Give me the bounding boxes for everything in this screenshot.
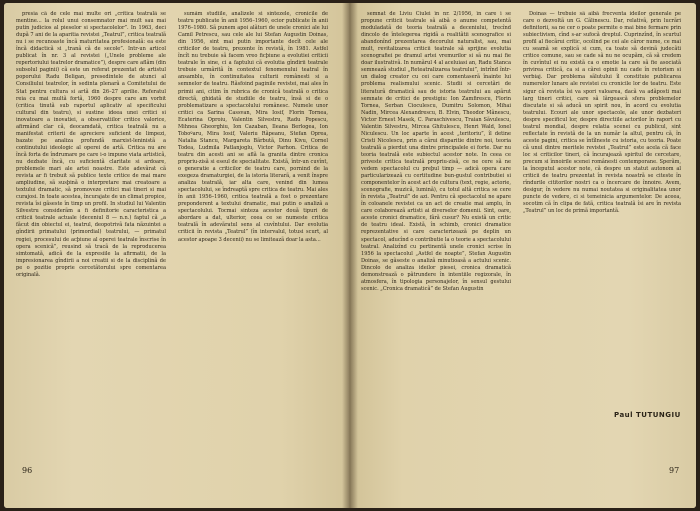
author-signature: Paul TUTUNGIU [614, 411, 681, 419]
right-page-number: 97 [669, 466, 680, 475]
book-spread [4, 3, 696, 508]
left-page [4, 3, 349, 508]
book-gutter [342, 3, 358, 508]
right-column-1-text: semnat de Liviu Ciulei în nr. 2/1956, în care i se propune criticii teatrale sã aibã o anume competentã moduladatã de teoria teatralã a deceniului, trecînd dincolo de întelegerea rigidã a realitãtii scenografice si abandonînd prezentarea decorului naturalist, sau, mai mult, revitalizarea criticii teatrale sã sprijine evolutia scenografiei pe dramul artei vremurilor si sã nu mai fie doar ilustrativã. In numãrul 4 al aceluiasi an, Radu Stanca semneazã studiul „Reteatralizarea teatrului”, intrînd într-un dialog creator cu cei care comentaserã înainte lui problema realismului scenic. Studii si cercetãri de literaturã dramaticã sau de istoria teatrului au apãrut semnate de critici de prestigiu: Ion Zamfirescu, Florin Tornea, Serban Cioculescu, Dumitru Solomon, Mihai Nadin, Mircea Alexandrescu, B. Elvin, Theodor Mãnescu, Victor Ernest Masek, C. Paraschivescu, Traian Sãvulescu, Valentin Silvestru, Mircea Ghitulescu, Henri Wald, Ionel Niculescu. Un loc aparte în acest „teritoriu”, îl detine Cristi Nicolescu, prin a cãrui disparitie dintre noi, teoria teatralã a pierdut una dintre principalele ei forte. Dar nu teoria teatralã este subiectul acestor note. In ceea ce priveste critica teatralã propriu-zisã, ce ne cere sã ne vedem spectacolul cu preþul timp — adicã opera care particularizeazã cu certitudine bun-gustul contributiei si componentelor în acest act de cultura (text, regie, actorie, scenografie, muzicã, luminã), cu totul altã critica se cere în revista „Teatrul” de azi. Pentru cã spectacolul ne apare în coloanele revistei ca un act de creatie mai amplu, în care colaboreazã artisti ai diverselor domenii. Sint, oare, aceste cronici dramatice, fãrã cusur? Nu existã un critic de teatru ideal. Existã, în schimb, cronici dramatice reprezentative si care caracterizeazã pe deplin un spectacol, aducînd o contributie la o teorie a spectacolului teatral. Analizînd cu pertinentã unele cronici scrise în 1956 la spectacolul „Astfel de noapte”, Stefan Augustin Doinas, se gãseste o analizã minutioasã a actului scenic. Dincolo de analiza ideilor piesei, cronica dramaticã demonstreazã o pãtrundere în intentiile regizorale, în atmosfera, în tipologia personajelor, în sensul gestului scenic. „Cronica dramaticã” de Stefan Augustin [361, 11, 511, 292]
left-page-column-2 [178, 11, 328, 431]
right-column-2-text: Doinas — trebuie sã aibã frecventa ideilor generale pe care o dezvoltã un G. Cãlinescu. Dar, relativã, prin lucrãri definitorii, sa ne cer o poate permite o mai bine fermare prin subiectivism, cînd s-ar sufocã dreptul. Cuprinzînd, în scurtul profil al fiecãrui critic, ocolind pe cei ale cãror nume, ce mai cu seamã se explicã si cum, ca toate sã devinã judecãti critice comune, sau se cade sã nu ne ocupãm, cã sã credem în cuvîntul ei nu existã ca o emotie la care sã fie asociatã privirea criticã, ca si a cãrei opinii nu cade în retorism si verbiaj. Dar problema sãlutului îl constituie publicarea numerelor lunare ale revistei cu cronicile lor de teatru. Este sigur cã revista îsi va spori valoarea, dacã va adãposti mai larg tineri critici, care sã lãrgeascã sfera problemelor discutate si sã aducã un spirit nou, în acord cu evolutia teatrului. Ecouri ale unor spectacole, ale unor dezbateri despre specificul lor, despre directiile actorilor în raport cu teatrul mondial, despre relatia scenei cu publicul, sint reflectate în revistã de la un numãr la altul, pentru cã, în aceste pagini, critica se întîlneste cu istoria, cu teoria. Poate cã unul dintre meritele revistei „Teatrul” este acela cã face loc si criticilor tineri, cã încurajeazã spiritul de cercetare, precum si înnoirile scenei românesti contemporane. Sperãm, la începutul acestor note, cã despre un statut autonom al criticii de teatru prezentat în revista noastrã se citeste în rîndurile cititorilor nostri ca o încercare de înnoire. Avem, desigur, în vedere nu numai noutatea si originalitatea unor puncte de vedere, ci si temeinicia argumentelor. De aceea, socotim cã în clipa de fatã, critica teatralã îsi are în revista „Teatrul” un loc de primã importantã. [523, 11, 681, 215]
left-column-1-text: presia cã de cele mai multe ori „critica teatralã se mentine... la rolul unui consemnator mai mult sau mai putin judicios al pieselor si spectacolelor”. In 1963, deci dupã 7 ani de la aparitia revistei „Teatrul”, critica teatralã nu i se recunoaste încã maturitatea profesionalã: ea este încã didacticã si „tranã cã de secole”. Intr-un articol publicat în nr. 3 al revistei („Unele probleme ale repertoriului teatrelor dramatice”), despre care aflãm (din subsolul paginii) cã este un referat prezentat de artistul poporului Radu Beligan, presedintele de atunci al Consiliului teatrelor, în sedinta plenarã a Comitetului de Stat pentru cultura si artã din 26–27 aprilie. Referatul reia cu mai multã fortã, 1960 despre care am vorbit (critica tinutã sub raportul aplicativ al specificului cultural din teatru), si sustine ideea unei critici si inovatoare a inovatiei, a observatiilor critice valorice, afirmând clar cã, deocamdatã, critica teatralã nu a manifestat criterii de apreciere suficient de limpezi, bazate pe analiza profundã marxist-leninistã a continutului ideologic al operei de artã. Critica nu are încã forta de îndrumare pe care i-o impune viata artisticã, nu dezbate încã, cu suficientã claritate si ardoare, problemele mari ale artei noastre. Este adevãrat cã revista ar fi trebuit sã publice texte critice de mai mare ampliudine, sã susþinã o interpretare mai creatoare a textului dramatic, sã promoveze critici mai tineri si mai curajosi. In toate acestea, încurajate de un climat propice, revista îsi gãseste în timp un profil. In studiul lui Valentin Silvestru considerãm a fi definitorie caracteristica a criticii teatrale actuale (deceniul 8 — n.n.) faptul cã „a fãcut din obiectul ei, teatrul, deopotrivã fata nãzuintei a gîndirii primatului (primordial) teatrului, — primatul regiei, procesului de acþiune al operei teatrale înscrise în opera scenicã”, reusind sã tracã de la reproducerea simtomatã, adicã de la expresiile la afirmatii, de la impresionarea gîndirii a noi creatii si de la disciplinã de pe o pozitie proprie cercetãtorului spre comentarea originalã. [16, 11, 166, 278]
left-page-column-1 [16, 11, 166, 431]
left-column-2-text: sumãm studiile, analizele si sintezele, cronicile de teatru publicate în anii 1956–1960, ecior publicate în anii 1976–1980. Sã punem apoi alãturi de unele cronici ale lui Camil Petrescu, sau cele ale lui Stefan Augustin Doinas, din 1956, sint mai putin importante decît cele ale criticilor de teatru, prezente în revistã, în 1981. Astfel încît nu trebuie sã facem vreo ficþiune a evolutiei criticii teatrale în sine, ci a faptului cã evolutia gîndirii teatrale trebuie urmãritã în contextul fenomenului teatral în ansamblu, în continuitatea culturii românesti si a semnelor de teatru. Rãsfoind paginile revistei, mai ales în primii ani, citim în rubrica de cronicã teatralã o critica directã, ghidatã de studiile de teatru, însã si de o problematizare a spectacolului românesc. Numele unor critici ca Sarina Cassvan, Mira Iosif, Florin Tornea, Ecaterina Oproiu, Valentin Silvestru, Radu Popescu, Mihnea Gheorghiu, Ion Cazaban, Ileana Berlogea, Ion Toboºaru, Mira Iosif, Valeriu Rãpeanu, Stefan Oprea, Natalia Stancu, Margareta Bãrbutã, Dinu Kivu, Cornel Todea, Ludmila Patlanjoglu, Victor Parhon. Critica de teatru din acesti ani se aflã la granita dintre cronica propriu-zisã si eseul de specialitate. Existã, într-un cuvînt, o generatie a criticilor de teatru care, pornind de la exegeza dramaturgiei, de la istoria literarã, a venit înspre analiza teatralã, iar alta care, venind din lumea spectacolului, se îndreaptã spre critica de teatru. Mai ales în anii 1956–1960, critica teatralã a fost o prezentare preponderent a textului dramatic, mai putin o analizã a spectacolului. Tocmai sinteza acestor douã tipuri de abordare a dat, ulterior, ceea ce se numeste critica teatralã în adevãratul sens al cuvîntului. Dar evolutia criticii în revista „Teatrul” (în intervalul, totusi scurt, al acestor apoape 3 decenii) nu se limiteazã doar la asta... [178, 11, 328, 243]
right-page-column-2 [523, 11, 681, 409]
right-page [351, 3, 696, 508]
right-page-column-1 [361, 11, 511, 431]
left-page-number: 96 [22, 466, 33, 475]
